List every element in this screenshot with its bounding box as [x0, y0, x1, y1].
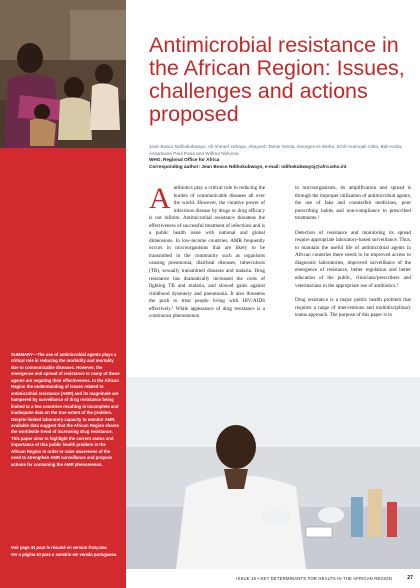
drop-cap: A — [149, 182, 171, 215]
page-footer — [126, 572, 420, 588]
corresponding-author: Corresponding author: Jean Bosco Ndihokubwayo, e-mail: ndihokubwayoj@afro.who.int — [149, 163, 347, 169]
body-paragraph — [149, 182, 265, 321]
summary-text: The use of antimicrobial agents plays a critical role in reducing the morbidity and mortality due to communicable diseases. However, the emergence and spread of resistance to many of these agents are negating their effectiveness. In the African Region the understanding of issues related to antimicrobial resistance (AMR) and its magnitude are hampered by surveillance of drug resistance being limited to a few countries resulting in incomplete and inadequate data on the true extent of the problem. Despite limited laboratory capacity to monitor AMR, available data suggest that the African Region shares the worldwide trend of increasing drug resistance. This paper aims to highlight the current status and importance of this public health problem in the African Region in order to raise awareness of the need to strengthen AMR surveillance and propose actions for containing the AMR phenomenon. — [11, 352, 120, 467]
author-block — [149, 144, 411, 170]
author-names: Jean Bosco Ndihokubwayo, Ali Ahmed Yahaya, Abayneh Tamer Desta, Georges Ki-Zerbo, Emil Asamoah Odei, Bah Keita, Assamwoe Paul Pana and Wilfred Nkhoma — [149, 144, 403, 156]
body-column-1 — [149, 182, 265, 328]
summary-label: SUMMARY— — [11, 352, 38, 357]
article-title: Antimicrobial resistance in the African Region: Issues, challenges and actions proposed — [149, 33, 405, 126]
body-paragraph: Detection of resistance and monitoring its spread require appropriate laboratory-based surveillance. Thus, to maintain the useful life of antimicrobial agents in African countries there needs to be improved access to diagnostic laboratories, improved surveillance of the emergence of resistance, better regulation and better education of the public, clinicians/prescribers and veterinarians in the appropriate use of antibiotics.³ — [295, 229, 411, 289]
summary-box — [11, 352, 121, 468]
footer-text: ISSUE 16 • KEY DETERMINANTS FOR HEALTH IN THE AFRICAN REGION — [236, 576, 392, 581]
body-paragraph: in microorganisms, its amplification and spread is through the improper utilization of antimicrobial agents, the use of fake and counterfeit medicines, poor prescribing habits and non-compliance to prescribed treatments.² — [295, 185, 411, 222]
page-number: 27 — [407, 575, 413, 581]
body-paragraph: Drug resistance is a major public health problem that requires a range of interventions and multidisciplinary teams approach. The purpose of this paper is to — [295, 297, 411, 319]
body-text-1: ntibiotics play a critical role in reducing the burden of communicable diseases all over the world. However, the curative power of infectious disease by drugs or drug efficacy is not infinite. Antimicrobial resistance threatens the effectiveness of successful treatment of infections and is a public health issue with national and global dimensions. In low-income countries, AMR frequently occurs in microorganisms that are likely to be transmitted in the community such as organisms causing pneumonia, diarrheal diseases, tuberculosis (TB), sexually transmitted diseases and malaria. Drug resistance has dramatically increased the costs of fighting TB and malaria, and slowed gains against childhood dysentery and pneumonia. It also threatens the push to treat people living with HIV/AIDS effectively.¹ While appearance of drug resistance is a continuous phenomenon — [149, 185, 265, 320]
language-notes — [11, 545, 123, 558]
portuguese-summary-note: Ver a página 53 para o sumário em versão portuguesa. — [11, 551, 118, 557]
body-column-2 — [295, 185, 411, 327]
french-summary-note: Voir page 34 pour le résumé en version française. — [11, 545, 108, 550]
laboratory-photo — [126, 377, 420, 569]
author-organization: WHO, Regional Office for Africa — [149, 157, 220, 163]
family-photo — [0, 0, 126, 148]
